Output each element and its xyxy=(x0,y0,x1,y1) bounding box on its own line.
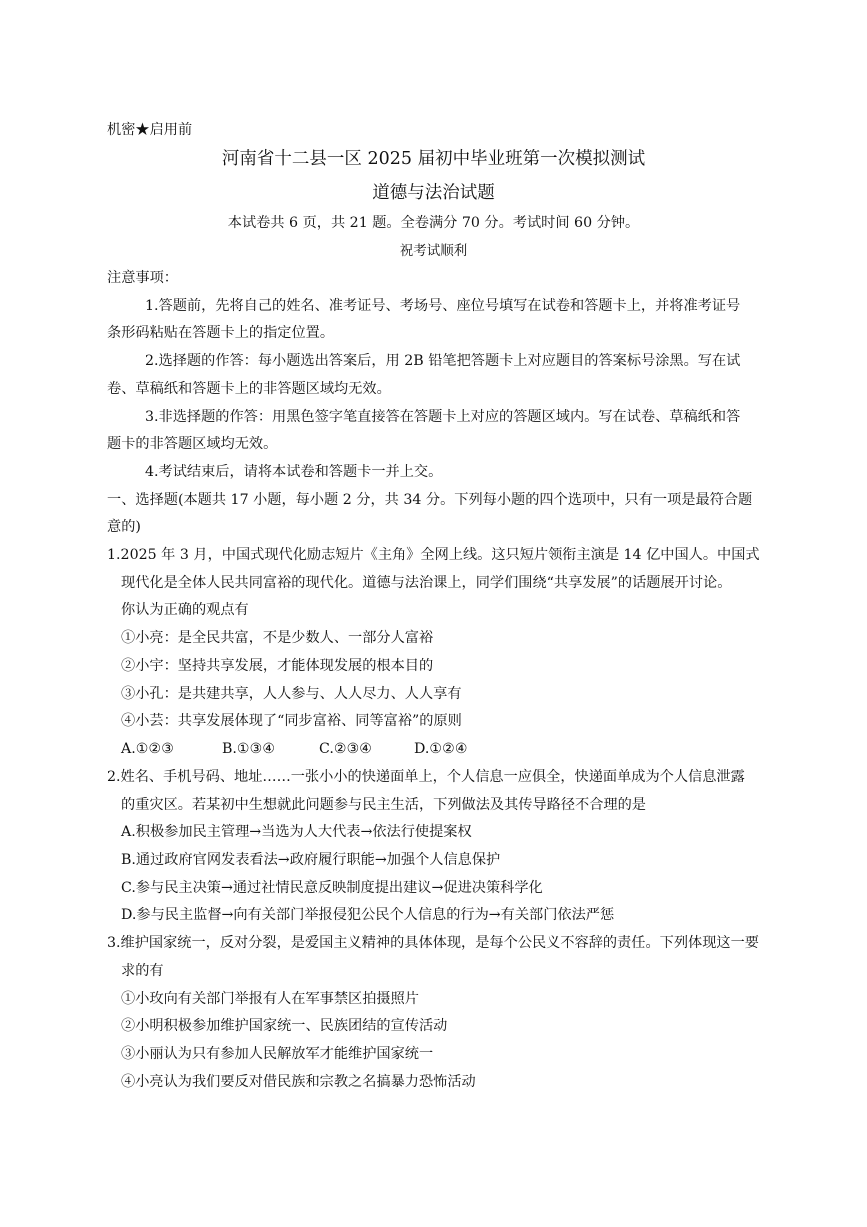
q2-option-a: A.积极参加民主管理→当选为人大代表→依法行使提案权 xyxy=(121,824,472,840)
q1-statement-1: ①小亮：是全民共富，不是少数人、一部分人富裕 xyxy=(121,630,434,646)
q2-option-c: C.参与民主决策→通过社情民意反映制度提出建议→促进决策科学化 xyxy=(121,880,543,896)
q1-options xyxy=(121,739,468,759)
section1-line-2: 意的) xyxy=(107,519,141,535)
note-2-line-2: 卷、草稿纸和答题卡上的非答题区域均无效。 xyxy=(107,381,391,397)
section1-line-1: 一、选择题(本题共 17 小题，每小题 2 分，共 34 分。下列每小题的四个选项中，只有一项是最符合题 xyxy=(107,492,753,508)
note-3-line-1: 3.非选择题的作答：用黑色签字笔直接答在答题卡上对应的答题区域内。写在试卷、草稿纸和答 xyxy=(145,409,741,425)
q1-option-a: A.①②③ xyxy=(121,741,174,757)
blessing: 祝考试顺利 xyxy=(399,243,468,259)
q2-stem-line-1: 2.姓名、手机号码、地址……一张小小的快递面单上，个人信息一应俱全，快递面单成为个人信息泄露 xyxy=(107,769,745,785)
note-4: 4.考试结束后，请将本试卷和答题卡一并上交。 xyxy=(145,464,443,480)
q1-option-c: C.②③④ xyxy=(319,741,373,757)
q1-statement-4: ④小芸：共享发展体现了“同步富裕、同等富裕”的原则 xyxy=(121,713,462,729)
q2-option-b: B.通过政府官网发表看法→政府履行职能→加强个人信息保护 xyxy=(121,852,501,868)
subject-title: 道德与法治试题 xyxy=(372,183,495,203)
q1-statement-2: ②小宇：坚持共享发展，才能体现发展的根本目的 xyxy=(121,658,434,674)
note-3-line-2: 题卡的非答题区域均无效。 xyxy=(107,436,278,452)
note-1-line-2: 条形码粘贴在答题卡上的指定位置。 xyxy=(107,325,335,341)
q3-statement-2: ②小明积极参加维护国家统一、民族团结的宣传活动 xyxy=(121,1018,448,1034)
q3-statement-4: ④小亮认为我们要反对借民族和宗教之名搞暴力恐怖活动 xyxy=(121,1074,476,1090)
note-2-line-1: 2.选择题的作答：每小题选出答案后，用 2B 铅笔把答题卡上对应题目的答案标号涂黑。写在试 xyxy=(145,353,741,369)
confidential-mark: 机密★启用前 xyxy=(107,122,193,138)
q1-statement-3: ③小孔：是共建共享，人人参与、人人尽力、人人享有 xyxy=(121,686,462,702)
notes-heading: 注意事项： xyxy=(107,270,178,286)
q3-stem-line-1: 3.维护国家统一，反对分裂，是爱国主义精神的具体体现，是每个公民义不容辞的责任。下列体现这一要 xyxy=(107,935,759,951)
q1-stem-line-3: 你认为正确的观点有 xyxy=(121,602,249,618)
exam-title: 河南省十二县一区 2025 届初中毕业班第一次模拟测试 xyxy=(221,149,646,169)
q1-option-b: B.①③④ xyxy=(222,741,276,757)
q3-stem-line-2: 求的有 xyxy=(121,963,164,979)
note-1-line-1: 1.答题前，先将自己的姓名、准考证号、考场号、座位号填写在试卷和答题卡上，并将准考证号 xyxy=(145,298,741,314)
q1-stem-line-1: 1.2025 年 3 月，中国式现代化励志短片《主角》全网上线。这只短片领衔主演是 14 亿中国人。中国式 xyxy=(107,547,760,563)
q2-option-d: D.参与民主监督→向有关部门举报侵犯公民个人信息的行为→有关部门依法严惩 xyxy=(121,907,615,923)
q2-stem-line-2: 的重灾区。若某初中生想就此问题参与民主生活，下列做法及其传导路径不合理的是 xyxy=(121,797,646,813)
q1-stem-line-2: 现代化是全体人民共同富裕的现代化。道德与法治课上，同学们围绕“共享发展”的话题展开讨论。 xyxy=(121,575,732,591)
q3-statement-1: ①小玫向有关部门举报有人在军事禁区拍摄照片 xyxy=(121,991,419,1007)
q1-option-d: D.①②④ xyxy=(414,741,468,757)
q3-statement-3: ③小丽认为只有参加人民解放军才能维护国家统一 xyxy=(121,1046,434,1062)
exam-info: 本试卷共 6 页，共 21 题。全卷满分 70 分。考试时间 60 分钟。 xyxy=(227,215,640,231)
